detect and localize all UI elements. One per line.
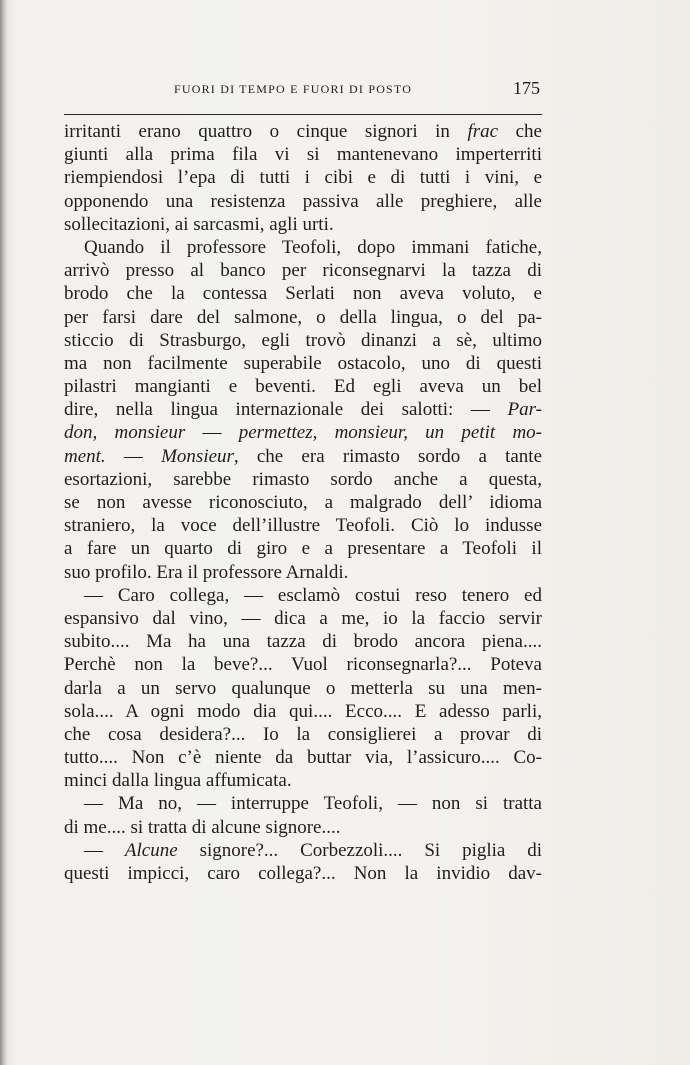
text-line (64, 839, 542, 862)
italic-text: Alcune (124, 839, 178, 861)
text-line (64, 862, 542, 885)
text-segment: a fare un quarto di giro e a presentare a Teofoli il (64, 538, 542, 560)
text-segment: riempiendosi l’epa di tutti i cibi e di tutti i vini, e (64, 167, 542, 189)
text-segment: pilastri mangianti e beventi. Ed egli aveva un bel (64, 376, 542, 398)
text-line (64, 677, 542, 700)
text-segment: che (498, 121, 542, 142)
text-line (64, 166, 542, 189)
text-line (64, 537, 542, 560)
text-segment: espansivo dal vino, — dica a me, io la faccio servir (64, 607, 542, 629)
text-line (64, 398, 542, 421)
text-segment: che cosa desidera?... Io la consiglierei a provar di (64, 723, 542, 745)
header-rule (64, 114, 542, 115)
text-segment: — (185, 422, 239, 444)
text-segment: Perchè non la beve?... Vuol riconsegnarla?... Poteva (64, 654, 542, 676)
text-line (64, 352, 542, 375)
page-header (64, 77, 542, 101)
text-segment: irritanti erano quattro o cinque signori in (64, 121, 468, 142)
text-segment: — (105, 445, 162, 467)
text-line (64, 190, 542, 213)
text-segment: se non avesse riconosciuto, a malgrado dell’ idioma (64, 492, 542, 513)
text-line (64, 653, 542, 676)
text-line (64, 306, 542, 329)
text-segment: — (84, 839, 125, 861)
text-line (64, 143, 542, 166)
text-line (64, 236, 542, 259)
italic-text: Par- (507, 399, 542, 421)
body-text (64, 120, 542, 885)
text-segment: suo profilo. Era il professore Arnaldi. (64, 561, 349, 583)
text-line (64, 630, 542, 653)
text-segment: dire, nella lingua internazionale dei salotti: — (64, 399, 508, 421)
text-line (64, 282, 542, 305)
text-line (64, 561, 542, 584)
italic-text: Monsieur (161, 445, 234, 467)
text-segment: straniero, la voce dell’illustre Teofoli. Ciò lo indusse (64, 515, 542, 537)
text-line (64, 700, 542, 723)
text-segment: tutto.... Non c’è niente da buttar via, l’assicuro.... Co- (64, 747, 542, 769)
text-line (64, 213, 542, 236)
text-line (64, 468, 542, 491)
text-line (64, 723, 542, 746)
text-line (64, 769, 542, 792)
text-segment: esortazioni, sarebbe rimasto sordo anche a questa, (64, 468, 542, 490)
italic-text: ment. (64, 445, 106, 467)
text-segment: sollecitazioni, ai sarcasmi, agli urti. (64, 213, 334, 235)
text-line (64, 584, 542, 607)
text-segment: di me.... si tratta di alcune signore.... (64, 816, 341, 838)
text-line (64, 514, 542, 537)
text-segment: ma non facilmente superabile ostacolo, uno di questi (64, 352, 542, 374)
running-title: FUORI DI TEMPO E FUORI DI POSTO (174, 82, 413, 96)
text-line (64, 329, 542, 352)
text-segment: minci dalla lingua affumicata. (64, 770, 292, 792)
text-segment: Quando il professore Teofoli, dopo immani fatiche, (84, 236, 542, 258)
text-segment: arrivò presso al banco per riconsegnarvi la tazza di (64, 260, 542, 282)
text-segment: brodo che la contessa Serlati non aveva voluto, e (64, 283, 542, 305)
text-line (64, 816, 542, 839)
italic-text: permettez, monsieur, un petit mo- (238, 422, 542, 444)
text-line (64, 259, 542, 282)
page-gutter-shadow (0, 0, 8, 1065)
text-segment: giunti alla prima fila vi si mantenevano imperterriti (64, 144, 542, 166)
text-segment: subito.... Ma ha una tazza di brodo ancora piena.... (64, 631, 542, 653)
text-line (64, 792, 542, 815)
text-line (64, 421, 542, 444)
text-line (64, 375, 542, 398)
text-segment: sticcio di Strasburgo, egli trovò dinanzi a sè, ultimo (64, 329, 542, 351)
text-line (64, 445, 542, 468)
text-segment: — Ma no, — interruppe Teofoli, — non si tratta (84, 793, 542, 815)
italic-text: frac (467, 121, 499, 142)
page-number: 175 (513, 78, 540, 98)
text-segment: opponendo una resistenza passiva alle preghiere, alle (64, 190, 542, 212)
text-segment: — Caro collega, — esclamò costui reso tenero ed (84, 584, 542, 606)
text-segment: sola.... A ogni modo dia qui.... Ecco.... E adesso parli, (64, 700, 542, 722)
text-segment: questi impicci, caro collega?... Non la invidio dav- (64, 863, 542, 884)
text-segment: per farsi dare del salmone, o della lingua, o del pa- (64, 306, 542, 328)
text-line (64, 607, 542, 630)
text-line (64, 120, 542, 143)
text-line (64, 491, 542, 514)
text-segment: darla a un servo qualunque o metterla su una men- (64, 677, 542, 699)
text-line (64, 746, 542, 769)
italic-text: don, monsieur (64, 422, 186, 444)
text-segment: , che era rimasto sordo a tante (233, 445, 542, 467)
text-segment: signore?... Corbezzoli.... Si piglia di (177, 839, 543, 861)
